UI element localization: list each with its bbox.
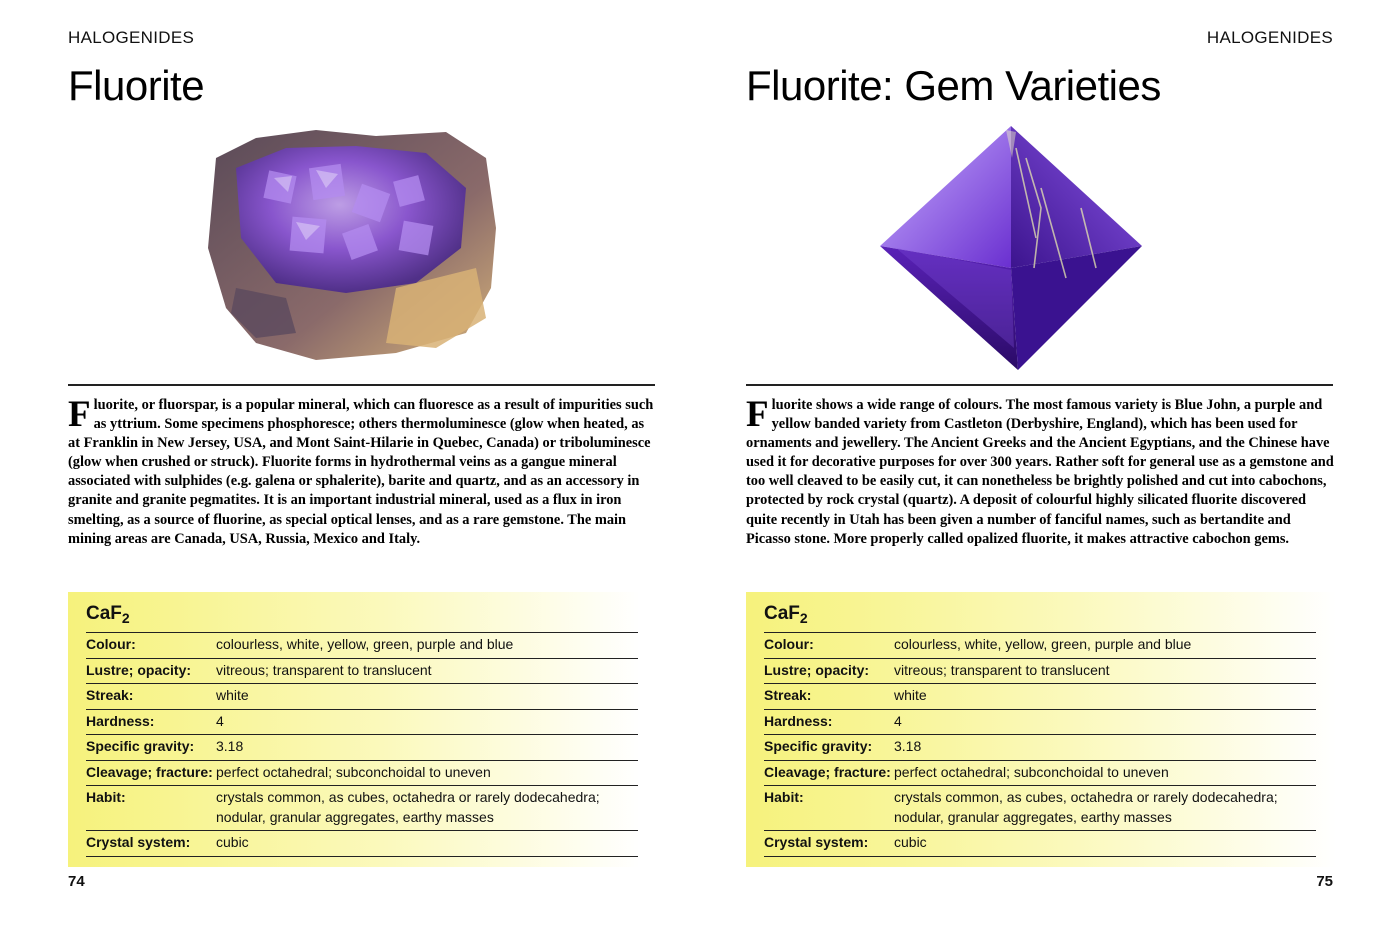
property-label: Habit: xyxy=(764,789,804,805)
section-header: HALOGENIDES xyxy=(1206,28,1333,47)
page-number: 75 xyxy=(1316,873,1333,890)
property-value: colourless, white, yellow, green, purple and blue xyxy=(216,636,514,652)
property-value: white xyxy=(216,687,249,703)
property-value: cubic xyxy=(894,834,927,850)
description-text xyxy=(68,396,658,549)
section-divider xyxy=(746,384,1333,386)
property-label: Habit: xyxy=(86,789,126,805)
property-label: Cleavage; fracture: xyxy=(86,763,213,780)
property-label: Lustre; opacity: xyxy=(86,661,192,678)
formula-subscript: 2 xyxy=(121,610,130,626)
property-label: Streak: xyxy=(86,687,134,703)
property-label: Specific gravity: xyxy=(86,738,195,754)
property-row-habit xyxy=(86,785,638,830)
section-divider xyxy=(68,384,655,386)
property-value: cubic xyxy=(216,834,249,850)
chemical-formula xyxy=(764,603,808,625)
property-row-streak xyxy=(764,683,1316,709)
section-header: HALOGENIDES xyxy=(68,28,195,47)
property-value: 4 xyxy=(216,712,224,729)
property-row-specific-gravity xyxy=(86,734,638,760)
property-row-hardness xyxy=(764,709,1316,735)
property-value: vitreous; transparent to translucent xyxy=(216,661,432,678)
property-row-cleavage xyxy=(764,760,1316,786)
property-row-crystal-system xyxy=(764,830,1316,857)
property-value: colourless, white, yellow, green, purple and blue xyxy=(894,636,1192,652)
property-value: 4 xyxy=(894,712,902,729)
property-value: crystals common, as cubes, octahedra or rarely dodecahedra; nodular, granular aggregates, earthy masses xyxy=(894,789,1278,825)
property-row-crystal-system xyxy=(86,830,638,857)
property-label: Specific gravity: xyxy=(764,738,873,754)
drop-cap: F xyxy=(746,394,769,435)
formula-base: CaF xyxy=(86,603,122,624)
property-row-lustre xyxy=(86,658,638,684)
property-value: crystals common, as cubes, octahedra or rarely dodecahedra; nodular, granular aggregates, earthy masses xyxy=(216,789,600,825)
properties-table xyxy=(86,632,638,857)
chemical-formula xyxy=(86,603,130,625)
properties-box xyxy=(68,592,640,867)
properties-table xyxy=(764,632,1316,857)
property-row-colour xyxy=(764,632,1316,658)
property-label: Streak: xyxy=(764,687,812,703)
property-row-cleavage xyxy=(86,760,638,786)
property-value: 3.18 xyxy=(216,738,244,754)
property-value: perfect octahedral; subconchoidal to uneven xyxy=(216,763,491,780)
property-value: white xyxy=(894,687,927,703)
property-value: 3.18 xyxy=(894,738,922,754)
description-body: luorite, or fluorspar, is a popular mineral, which can fluoresce as a result of impurities such as yttrium. Some specimens phosphoresce; others thermoluminesce (glow when heated, as at Franklin in New Jersey, USA, and Mont Saint-Hilarie in Quebec, Canada) or triboluminesce (glow when crushed or struck). Fluorite forms in hydrothermal veins as a gangue mineral associated with sulphides (e.g. galena or sphalerite), barite and quartz, and as an accessory in granite and granite pegmatites. It is an important industrial mineral, used as a flux in iron smelting, as a source of fluorine, as special optical lenses, and as a rare gemstone. The main mining areas are Canada, USA, Russia, Mexico and Italy. xyxy=(68,397,654,547)
right-page xyxy=(700,0,1400,928)
property-row-specific-gravity xyxy=(764,734,1316,760)
formula-subscript: 2 xyxy=(799,610,808,626)
property-label: Crystal system: xyxy=(86,834,191,850)
property-value: perfect octahedral; subconchoidal to uneven xyxy=(894,763,1169,780)
formula-base: CaF xyxy=(764,603,800,624)
fluorite-specimen-image xyxy=(196,118,506,368)
property-label: Hardness: xyxy=(86,712,155,729)
description-text xyxy=(746,396,1336,549)
property-row-colour xyxy=(86,632,638,658)
drop-cap: F xyxy=(68,394,91,435)
page-title: Fluorite xyxy=(68,62,205,109)
property-row-hardness xyxy=(86,709,638,735)
page-title: Fluorite: Gem Varieties xyxy=(746,62,1161,109)
property-label: Crystal system: xyxy=(764,834,869,850)
property-label: Cleavage; fracture: xyxy=(764,763,891,780)
property-row-habit xyxy=(764,785,1316,830)
property-row-lustre xyxy=(764,658,1316,684)
property-label: Colour: xyxy=(764,636,814,652)
property-value: vitreous; transparent to translucent xyxy=(894,661,1110,678)
property-label: Colour: xyxy=(86,636,136,652)
fluorite-octahedron-image xyxy=(866,118,1156,380)
property-row-streak xyxy=(86,683,638,709)
property-label: Lustre; opacity: xyxy=(764,661,870,678)
properties-box xyxy=(746,592,1336,867)
description-body: luorite shows a wide range of colours. The most famous variety is Blue John, a purple and yellow banded variety from Castleton (Derbyshire, England), which has been used for ornaments and jewellery. The Ancient Greeks and the Ancient Egyptians, and the Chinese have used it for decorative purposes for over 300 years. Rather soft for general use as a gemstone and too well cleaved to be easily cut, it can nonetheless be brightly polished and cut into cabochons, protected by rock crystal (quartz). A deposit of colourful highly silicated fluorite discovered quite recently in Utah has been given a number of fanciful names, such as bertandite and Picasso stone. More properly called opalized fluorite, it makes attractive cabochon gems. xyxy=(746,397,1334,547)
property-label: Hardness: xyxy=(764,712,833,729)
page-number: 74 xyxy=(68,873,85,890)
